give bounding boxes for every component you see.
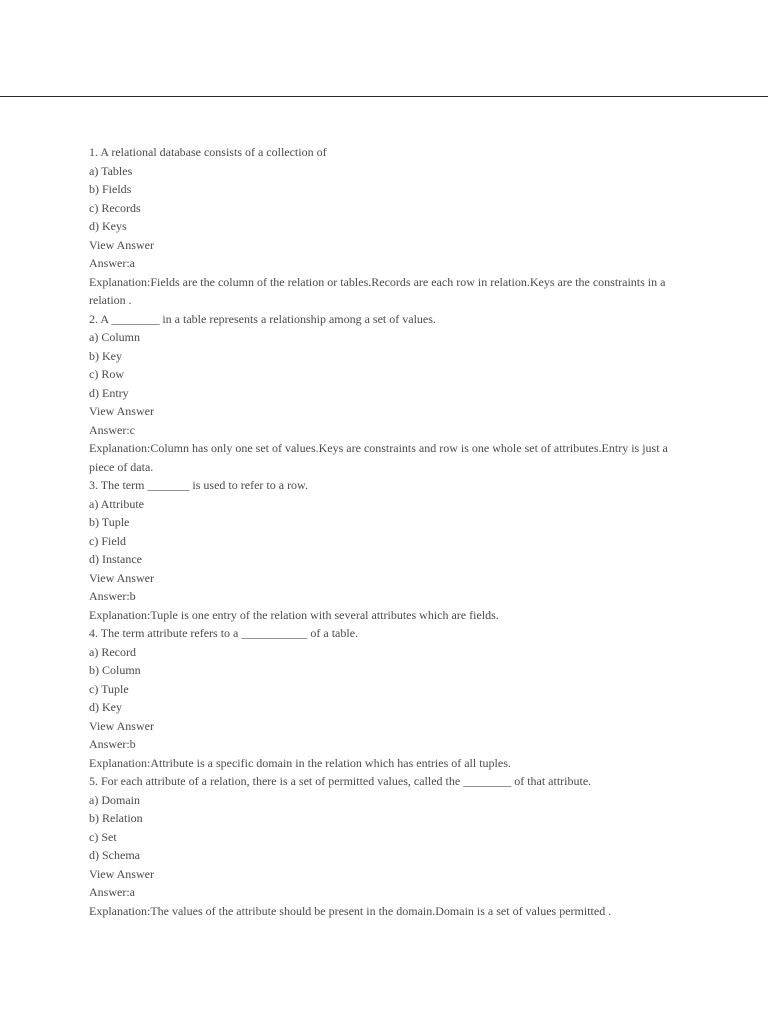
question-block-2 (89, 310, 679, 477)
option-d: d) Entry (89, 385, 129, 400)
explanation-text: Explanation:Attribute is a specific domain in the relation which has entries of all tuples. (89, 755, 511, 770)
view-answer-link[interactable]: View Answer (89, 718, 154, 733)
answer-text: Answer:c (89, 422, 135, 437)
option-c: c) Tuple (89, 681, 129, 696)
question-text: 2. A ________ in a table represents a relationship among a set of values. (89, 311, 436, 326)
option-b: b) Key (89, 348, 122, 363)
question-text: 1. A relational database consists of a collection of (89, 145, 327, 159)
option-b: b) Tuple (89, 515, 130, 529)
option-c: c) Field (89, 533, 126, 548)
view-answer-link[interactable]: View Answer (89, 866, 154, 881)
explanation-text: Explanation:Tuple is one entry of the relation with several attributes which are fields. (89, 607, 499, 622)
option-c: c) Records (89, 200, 141, 215)
explanation-text: Explanation:Fields are the column of the relation or tables.Records are each row in relation.Keys are the constraints in a relation . (89, 274, 666, 307)
explanation-text: Explanation:The values of the attribute should be present in the domain.Domain is a set of values permitted . (89, 903, 612, 918)
option-d: d) Schema (89, 848, 140, 862)
answer-text: Answer:b (89, 737, 136, 751)
option-d: d) Instance (89, 552, 142, 566)
option-b: b) Column (89, 663, 141, 677)
option-a: a) Tables (89, 163, 133, 178)
explanation-text: Explanation:Column has only one set of values.Keys are constraints and row is one whole set of attributes.Entry is just a piece of data. (89, 441, 668, 474)
option-a: a) Record (89, 644, 136, 659)
option-b: b) Relation (89, 811, 143, 825)
document-body (89, 143, 679, 920)
answer-text: Answer:a (89, 885, 135, 899)
question-text: 4. The term attribute refers to a ___________ of a table. (89, 626, 359, 640)
question-block-5 (89, 772, 679, 920)
option-a: a) Attribute (89, 496, 144, 511)
option-c: c) Set (89, 829, 117, 844)
question-block-3 (89, 476, 679, 624)
view-answer-link[interactable]: View Answer (89, 237, 154, 252)
question-block-1 (89, 143, 679, 310)
option-d: d) Key (89, 700, 122, 714)
option-c: c) Row (89, 367, 124, 381)
option-a: a) Domain (89, 792, 140, 807)
header-divider (0, 96, 768, 97)
view-answer-link[interactable]: View Answer (89, 404, 154, 418)
view-answer-link[interactable]: View Answer (89, 570, 154, 585)
question-block-4 (89, 624, 679, 772)
answer-text: Answer:b (89, 589, 136, 603)
option-a: a) Column (89, 330, 140, 344)
option-d: d) Keys (89, 219, 127, 233)
question-text: 5. For each attribute of a relation, there is a set of permitted values, called the ________ of that attribute. (89, 774, 592, 788)
question-text: 3. The term _______ is used to refer to a row. (89, 478, 308, 492)
answer-text: Answer:a (89, 256, 135, 270)
option-b: b) Fields (89, 182, 132, 196)
